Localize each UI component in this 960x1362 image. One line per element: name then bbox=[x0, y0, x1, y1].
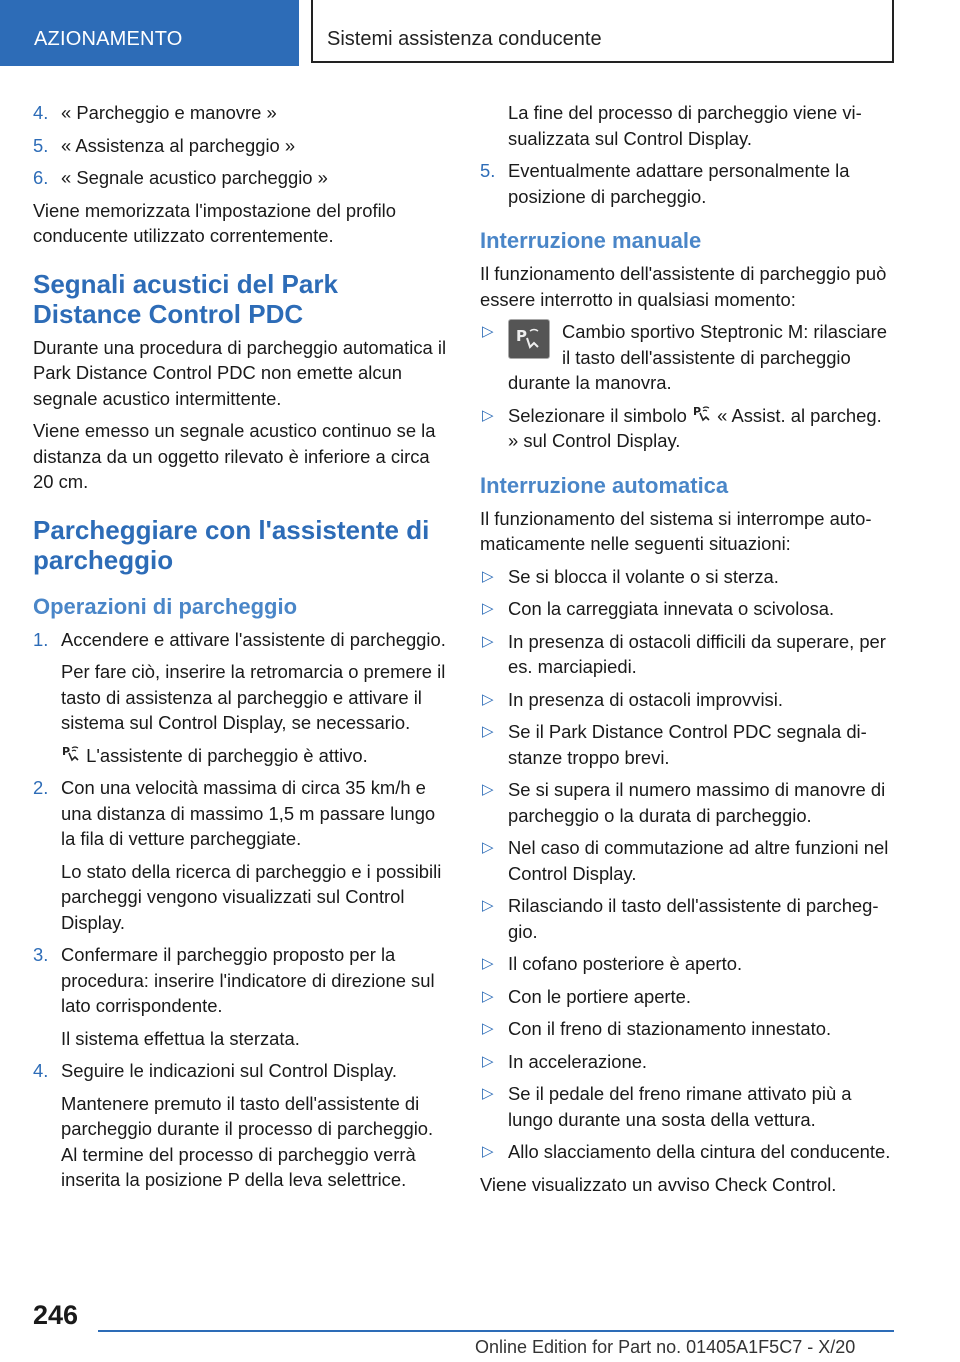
step-2: 2. Con una velocità massima di circa 35 km/h e una distanza di massimo 1,5 m passare lungo la fila di vetture parcheggiate. bbox=[33, 777, 436, 849]
heading-interruzione-manuale: Interruzione manuale bbox=[480, 228, 702, 253]
step-4-continued: La fine del processo di parcheggio viene visualizzata sul Control Display. bbox=[508, 102, 862, 149]
triangle-bullet-icon: ▷ bbox=[482, 406, 494, 424]
heading-operazioni: Operazioni di parcheggio bbox=[33, 593, 298, 619]
triangle-bullet-icon: ▷ bbox=[482, 567, 494, 585]
heading-interruzione-automatica: Interruzione automatica bbox=[480, 472, 729, 498]
bullet-item: ▷ Se il Park Distance Control PDC segnala distanze troppo brevi. bbox=[482, 721, 867, 768]
triangle-bullet-icon: ▷ bbox=[482, 897, 494, 914]
bullet-item: ▷ Se si blocca il volante o si sterza. bbox=[480, 564, 895, 590]
heading-parcheggiare: Parcheggiare con l'assistente di parcheggio bbox=[33, 514, 430, 575]
svg-text:P: P bbox=[693, 404, 702, 418]
svg-text:P: P bbox=[62, 744, 71, 758]
bullet-item: ▷ In accelerazione. bbox=[480, 1049, 895, 1075]
triangle-bullet-icon: ▷ bbox=[482, 1143, 494, 1160]
paragraph: Il funzionamento del sistema si interrompe automaticamente nelle seguenti situazioni: bbox=[480, 507, 872, 554]
triangle-bullet-icon: ▷ bbox=[482, 1020, 494, 1037]
triangle-bullet-icon: ▷ bbox=[482, 955, 494, 972]
footer-rule bbox=[98, 1330, 894, 1332]
left-column bbox=[33, 100, 448, 1200]
header-section-tab bbox=[0, 0, 299, 66]
step-3: 3. Confermare il parcheggio proposto per la procedura: inserire l'indicatore di direzione sul lato corrispondente. bbox=[33, 944, 435, 1016]
step-1-detail: Per fare ciò, inserire la retromarcia o premere il tasto di assistenza al parcheggio e attivare il sistema sul Control Display, se necessario. bbox=[61, 661, 446, 733]
bullet-item: ▷ Se il pedale del freno rimane attivato più a lungo durante una sosta della vettura. bbox=[482, 1083, 852, 1130]
bullet-item: ▷ Allo slacciamento della cintura del conducente. bbox=[480, 1139, 895, 1165]
park-assist-button-image bbox=[508, 319, 550, 359]
heading-segnali: Segnali acustici del Park Distance Control PDC bbox=[33, 268, 338, 329]
park-assist-icon bbox=[61, 744, 81, 764]
step-1: 1. Accendere e attivare l'assistente di parcheggio. bbox=[33, 628, 446, 650]
bullet-item: ▷ Se si supera il numero massimo di manovre di parcheggio o la durata di parcheggio. bbox=[482, 779, 886, 826]
step-3-detail: Il sistema effettua la sterzata. bbox=[61, 1027, 300, 1049]
bullet-item: ▷ Il cofano posteriore è aperto. bbox=[480, 951, 895, 977]
list-item: 5. « Assistenza al parcheggio » bbox=[33, 134, 296, 156]
park-assist-icon bbox=[692, 404, 712, 424]
right-column bbox=[480, 100, 895, 1204]
triangle-bullet-icon: ▷ bbox=[482, 1085, 494, 1102]
bullet-item: ▷ In presenza di ostacoli improvvisi. bbox=[480, 687, 895, 713]
header-section-label: AZIONAMENTO bbox=[34, 28, 183, 50]
triangle-bullet-icon: ▷ bbox=[482, 723, 494, 740]
triangle-bullet-icon: ▷ bbox=[482, 781, 494, 798]
paragraph: Viene visualizzato un avviso Check Control. bbox=[480, 1173, 837, 1195]
paragraph: Viene memorizzata l'impostazione del profilo conducente utilizzato correntemente. bbox=[33, 199, 396, 246]
step-1-status: P L'assistente di parcheggio è attivo. bbox=[62, 744, 368, 766]
bullet-item: ▷ Nel caso di commutazione ad altre funzioni nel Control Display. bbox=[482, 837, 889, 884]
bullet-item: ▷ Con il freno di stazionamento innestato. bbox=[480, 1016, 895, 1042]
triangle-bullet-icon: ▷ bbox=[482, 839, 494, 856]
triangle-bullet-icon: ▷ bbox=[482, 323, 494, 340]
bullet-item: ▷ Con la carreggiata innevata o scivolosa. bbox=[480, 596, 895, 622]
step-4-detail: Mantenere premuto il tasto dell'assistente di parcheggio durante il processo di parcheggio. Al termine del processo di parcheggio verrà inserita la posizione P della leva selettrice. bbox=[61, 1092, 434, 1190]
footer-edition: Online Edition for Part no. 01405A1F5C7 - X/20 bbox=[475, 1337, 856, 1357]
paragraph: Viene emesso un segnale acustico continuo se la distanza da un oggetto rilevato è inferiore a circa 20 cm. bbox=[33, 420, 436, 492]
page-number: 246 bbox=[33, 1300, 79, 1330]
bullet-item: ▷ Selezionare il simbolo P « Assist. al parcheg. » sul Control Display. bbox=[482, 404, 882, 451]
list-item: 4. « Parcheggio e manovre » bbox=[33, 102, 277, 123]
triangle-bullet-icon: ▷ bbox=[482, 1052, 494, 1070]
triangle-bullet-icon: ▷ bbox=[482, 600, 494, 617]
header-title: Sistemi assistenza conducente bbox=[327, 28, 602, 50]
list-item: 6. « Segnale acustico parcheggio » bbox=[33, 167, 328, 188]
paragraph: Durante una procedura di parcheggio automatica il Park Distance Control PDC non emette alcun segnale acustico intermittente. bbox=[33, 336, 447, 409]
step-2-detail: Lo stato della ricerca di parcheggio e i possibili parcheggi vengono visualizzati sul Control Display. bbox=[61, 860, 442, 933]
auto-bullet-list bbox=[480, 564, 895, 1165]
bullet-item: ▷ P Cambio sportivo Steptronic M: rilasciare il tasto dell'assistente di parcheggio durante la manovra. bbox=[482, 321, 888, 393]
bullet-item: ▷ Rilasciando il tasto dell'assistente di parcheggio. bbox=[482, 895, 879, 942]
triangle-bullet-icon: ▷ bbox=[482, 632, 494, 650]
triangle-bullet-icon: ▷ bbox=[482, 987, 494, 1005]
bullet-item: ▷ Con le portiere aperte. bbox=[480, 984, 895, 1010]
step-4: 4. Seguire le indicazioni sul Control Display. bbox=[33, 1060, 397, 1081]
park-assist-icon bbox=[515, 326, 543, 352]
svg-text:P: P bbox=[516, 327, 527, 345]
triangle-bullet-icon: ▷ bbox=[482, 690, 494, 708]
bullet-item: ▷ In presenza di ostacoli difficili da superare, per es. marciapiedi. bbox=[482, 630, 886, 677]
paragraph: Il funzionamento dell'assistente di parcheggio può essere interrotto in qualsiasi momento: bbox=[480, 263, 887, 310]
step-5: 5. Eventualmente adattare personalmente la posizione di parcheggio. bbox=[480, 160, 850, 207]
header-title-box bbox=[311, 0, 894, 63]
